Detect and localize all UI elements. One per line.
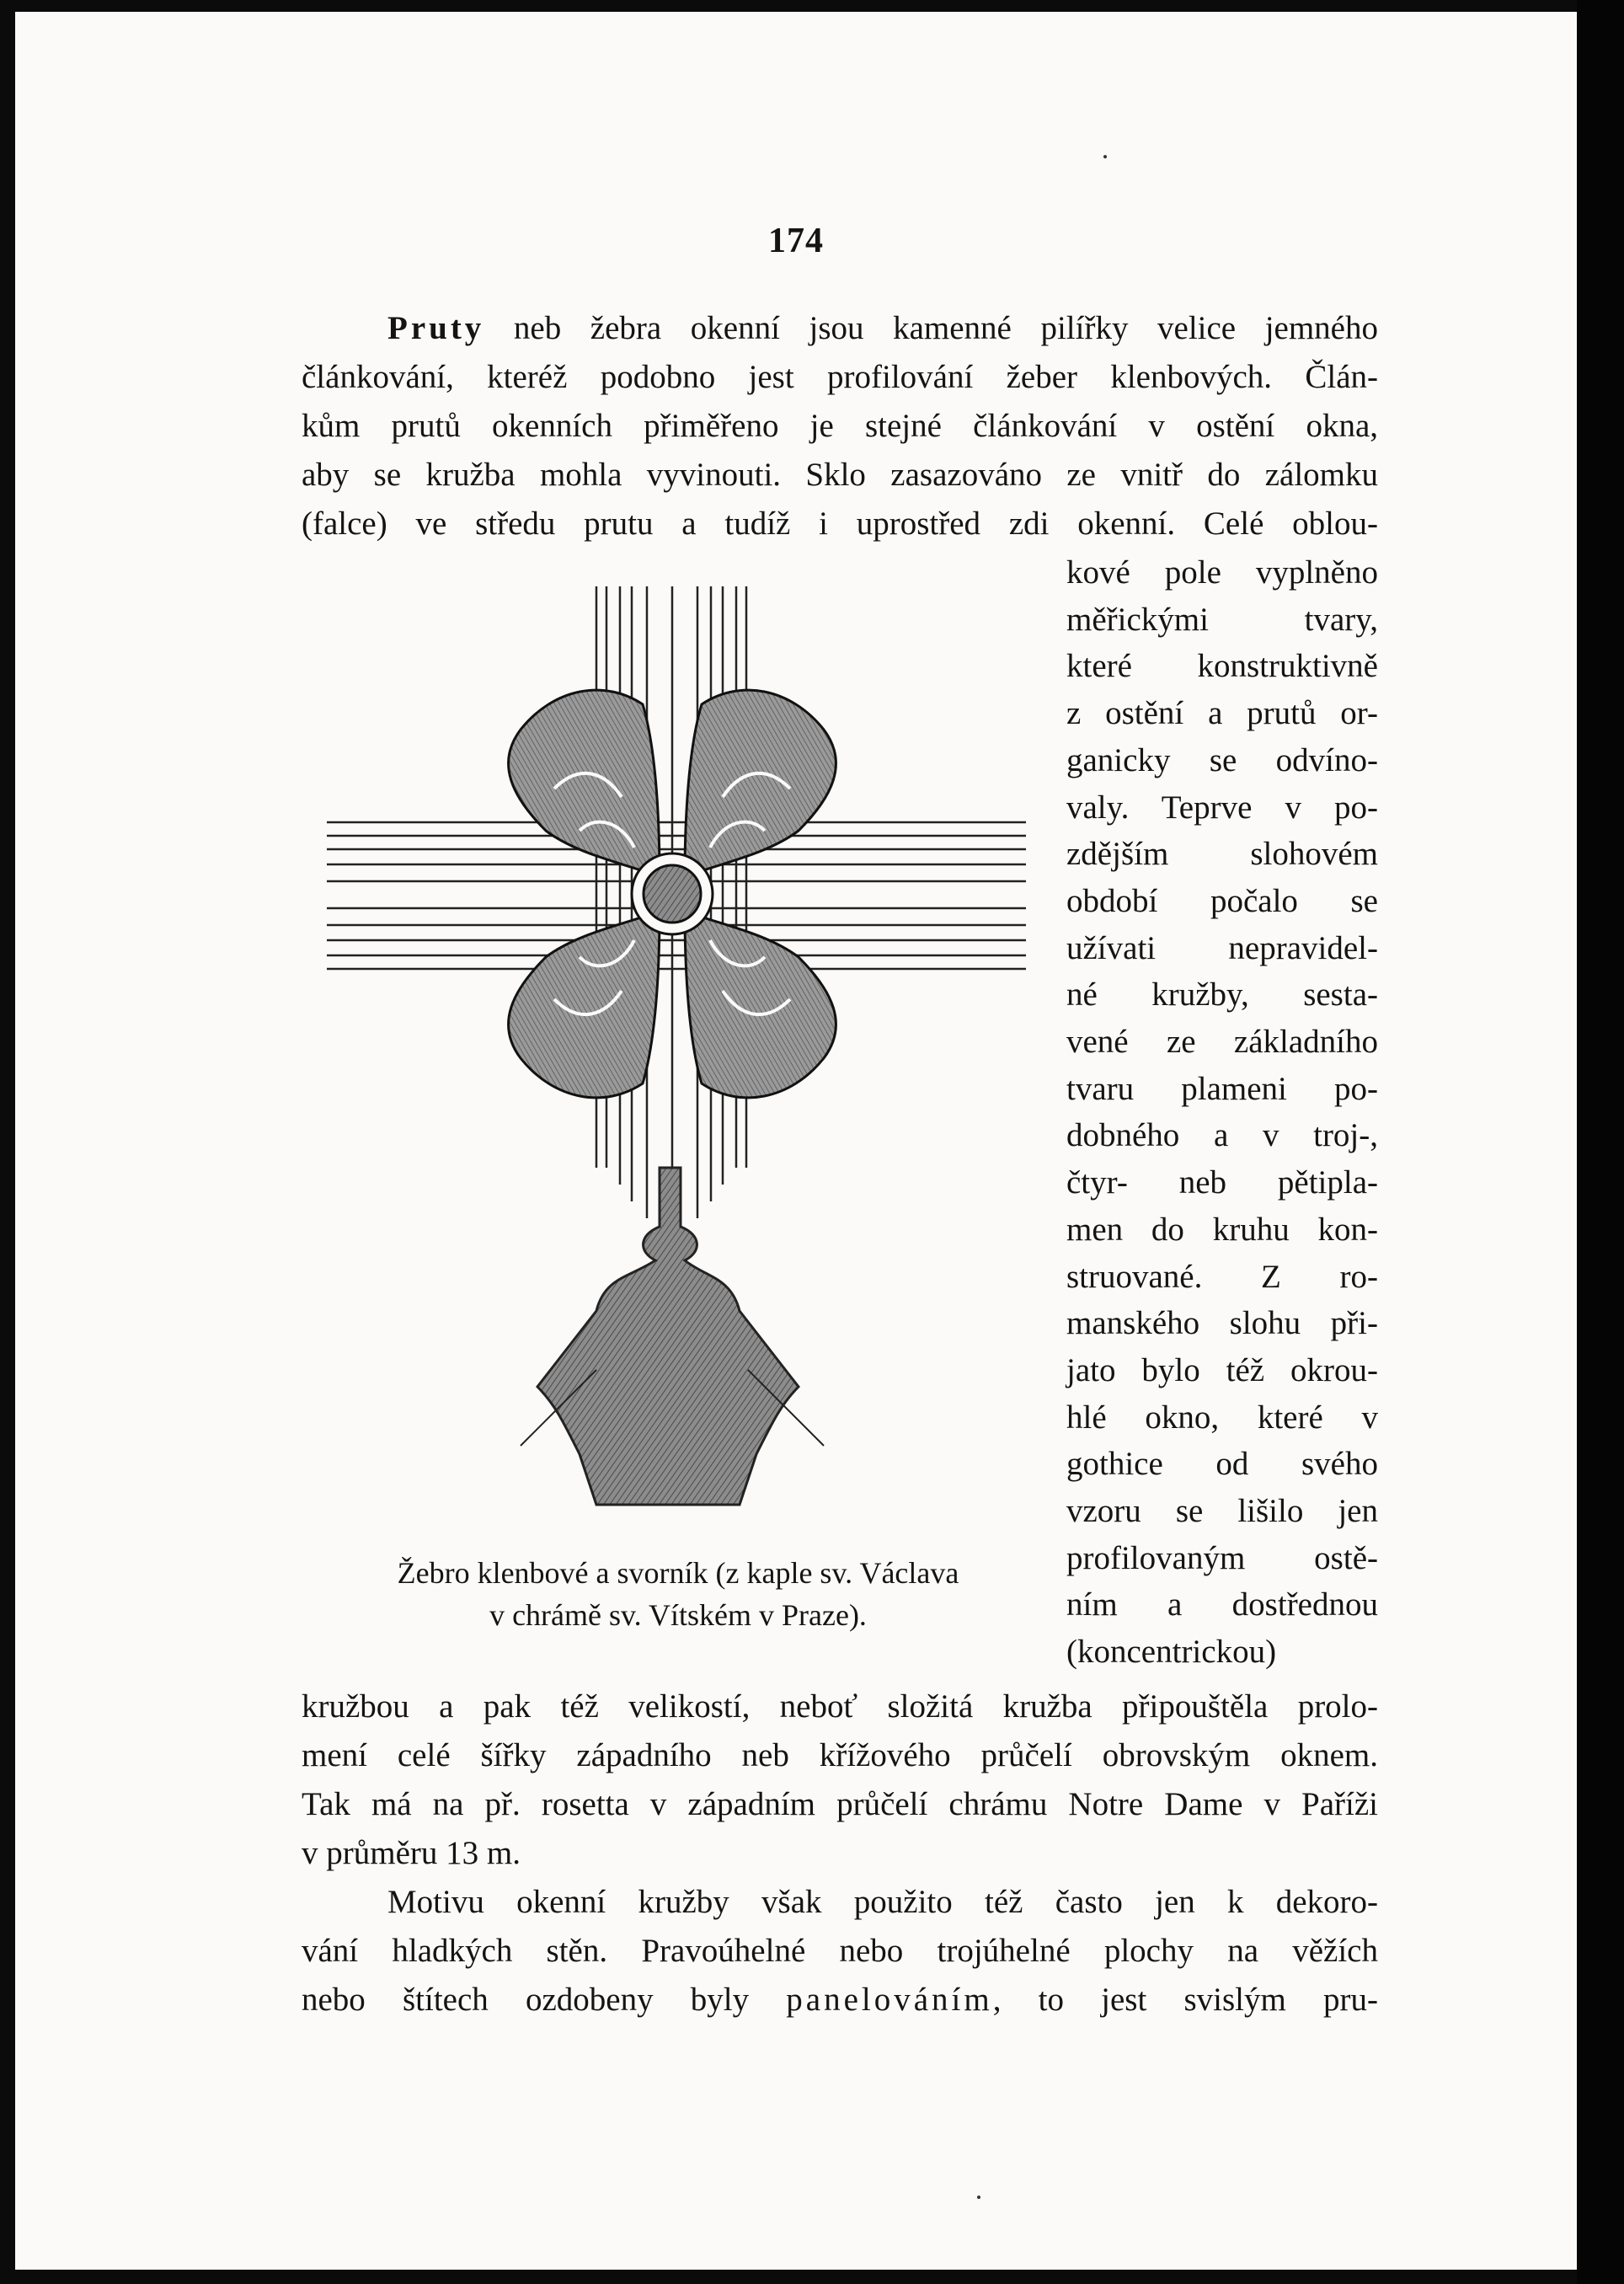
text-line: v průměru 13 m. [302,1835,521,1871]
side-text-line: hlé okno, které v [1066,1399,1378,1436]
text-line: (falce) ve středu prutu a tudíž i uprostřed zdi okenní. Celé oblou- [302,505,1378,542]
side-text-line: období počalo se [1066,883,1378,919]
side-text-line: dobného a v troj-, [1066,1117,1378,1153]
rib-keystone-illustration [302,578,1043,1530]
side-text-line: vené ze základního [1066,1024,1378,1060]
text-line: Motivu okenní kružby však použito též často jen k dekoro- [387,1884,1378,1920]
book-page [15,12,1577,2270]
page-number: 174 [768,222,824,260]
side-text-line: ním a dostřednou [1066,1586,1378,1623]
side-text-line: gothice od svého [1066,1446,1378,1482]
scan-edge [1577,0,1624,2284]
text-line: aby se kružba mohla vyvinouti. Sklo zasazováno ze vnitř do zálomku [302,457,1378,493]
side-text-line: vzoru se lišilo jen [1066,1493,1378,1529]
side-text-line: tvaru plameni po- [1066,1071,1378,1107]
side-text-line: men do kruhu kon- [1066,1212,1378,1248]
text-line: Tak má na př. rosetta v západním průčelí chrámu Notre Dame v Paříži [302,1786,1378,1822]
text-line: vání hladkých stěn. Pravoúhelné nebo trojúhelné plochy na věžích [302,1933,1378,1969]
side-text-line: struované. Z ro- [1066,1259,1378,1295]
side-text-line: zdějším slohovém [1066,836,1378,872]
side-text-line: jato bylo též okrou- [1066,1352,1378,1388]
text-line: článkování, kteréž podobno jest profilování žeber klenbových. Člán- [302,359,1378,395]
speck [977,2196,980,2199]
side-text-line: užívati nepravidel- [1066,930,1378,966]
side-text-line: které konstruktivně [1066,648,1378,684]
text-line: Pruty neb žebra okenní jsou kamenné pilířky velice jemného [387,310,1378,346]
side-text-line: kové pole vyplněno [1066,554,1378,591]
side-text-line: z ostění a prutů or- [1066,695,1378,731]
side-text-line: (koncentrickou) [1066,1634,1277,1670]
caption-line: Žebro klenbové a svorník (z kaple sv. Václava [397,1556,959,1590]
emphasized-term: panelováním [786,1982,993,2018]
side-text-line: ganicky se odvíno- [1066,742,1378,778]
rib-profile [537,1168,799,1505]
side-text-line: měřickými tvary, [1066,602,1378,638]
side-text-line: valy. Teprve v po- [1066,789,1378,826]
side-text-line: manského slohu při- [1066,1305,1378,1341]
side-text-line: čtyr- neb pětipla- [1066,1164,1378,1201]
caption-line: v chrámě sv. Vítském v Praze). [489,1598,867,1632]
figure-caption [320,1552,1036,1636]
text-line: kům prutů okenních přiměřeno je stejné článkování v ostění okna, [302,408,1378,444]
speck [1103,155,1107,158]
text-line: mení celé šířky západního neb křížového průčelí obrovským oknem. [302,1737,1378,1773]
text-line: nebo štítech ozdobeny byly panelováním, to jest svislým pru- [302,1982,1378,2018]
lead-word: Pruty [387,310,485,346]
side-text-line: profilovaným ostě- [1066,1540,1378,1576]
text-line: kružbou a pak též velikostí, neboť složitá kružba připouštěla prolo- [302,1688,1378,1725]
side-text-line: né kružby, sesta- [1066,976,1378,1013]
